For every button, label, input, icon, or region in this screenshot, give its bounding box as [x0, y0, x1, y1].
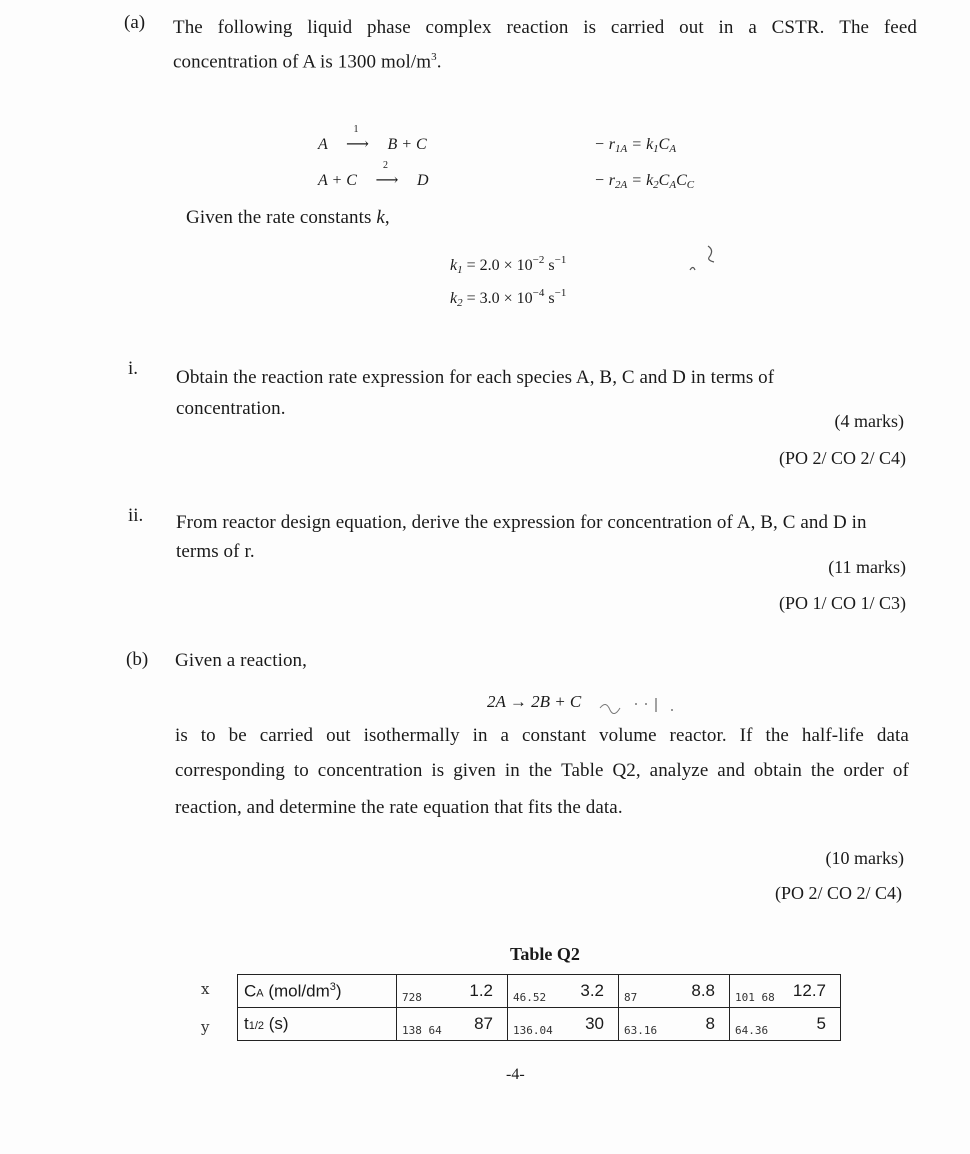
part-b-word: isothermally — [363, 725, 460, 746]
part-b-word: the — [810, 760, 835, 781]
part-a-word: a — [748, 17, 757, 38]
cell-value: 8.8 — [691, 981, 715, 1000]
header-c-unit: (mol/dm — [263, 981, 330, 1001]
header-c-sub: A — [256, 987, 264, 1000]
question-ii-label: ii. — [128, 505, 144, 526]
rate-2-c2-sub: C — [686, 179, 695, 191]
part-b-word: Q2, — [612, 760, 641, 781]
given-post: , — [384, 207, 390, 228]
handwritten-note: 138 64 — [402, 1024, 442, 1037]
reaction-1-lhs: A — [318, 136, 328, 153]
part-b-word: order — [843, 760, 884, 781]
part-b-word: carried — [259, 725, 314, 746]
cell-ca-2 — [508, 975, 619, 1008]
part-a-line2-sup: 3 — [431, 51, 437, 63]
k1-unit-exp: −1 — [554, 254, 567, 266]
table-q2 — [237, 974, 841, 1041]
part-b-text-line-1 — [175, 725, 909, 747]
handwritten-note: 46.52 — [513, 991, 547, 1004]
page-number: -4- — [506, 1066, 525, 1083]
k1-sub: 1 — [457, 264, 463, 276]
part-b-word: to — [200, 725, 216, 746]
part-a-word: carried — [610, 17, 665, 38]
part-b-equation: 2A → 2B + C — [487, 692, 582, 711]
cell-value: 5 — [816, 1014, 826, 1033]
rate-1-k-sub: 1 — [653, 143, 659, 155]
rate-2-c2: C — [676, 172, 687, 189]
question-i-label: i. — [128, 358, 139, 379]
rate-2-k-sub: 2 — [653, 179, 659, 191]
rate-1-lhs-sub: 1A — [615, 143, 628, 155]
cell-t-2 — [508, 1008, 619, 1041]
cell-value: 87 — [474, 1014, 493, 1033]
k2-sub: 2 — [457, 297, 463, 309]
k1-exp: −2 — [532, 254, 545, 266]
rate-1-k: = k — [631, 136, 654, 153]
cell-value: 8 — [705, 1014, 715, 1033]
question-i-po: (PO 2/ CO 2/ C4) — [778, 448, 906, 468]
part-b-word: be — [228, 725, 247, 746]
table-title: Table Q2 — [510, 944, 580, 964]
rate-2 — [594, 172, 694, 191]
part-b-po: (PO 2/ CO 2/ C4) — [774, 883, 902, 903]
part-b-word: Table — [561, 760, 604, 781]
part-b-word: analyze — [649, 760, 709, 781]
part-b-word: obtain — [753, 760, 803, 781]
header-c-end: ) — [335, 981, 342, 1001]
part-a-text-line-1 — [173, 17, 917, 39]
reaction-2-rhs: D — [416, 172, 429, 189]
table-row-half-life — [238, 1008, 841, 1041]
part-b-word: concentration — [317, 760, 423, 781]
reaction-2-lhs: A + C — [318, 172, 357, 189]
cell-value: 3.2 — [580, 981, 604, 1000]
part-b-word: in — [504, 760, 520, 781]
part-a-word: The — [839, 17, 870, 38]
header-c-sup: 3 — [329, 980, 336, 993]
part-b-word: data — [876, 725, 909, 746]
part-b-label: (b) — [126, 649, 149, 670]
k2-symbol: k — [450, 290, 458, 307]
k1-unit: s — [544, 257, 555, 274]
part-b-word: to — [293, 760, 309, 781]
part-a-word: is — [583, 17, 597, 38]
part-a-word: The — [173, 17, 203, 38]
cell-ca-4 — [730, 975, 841, 1008]
k2-mantissa: = 3.0 × 10 — [462, 290, 533, 307]
part-b-word: reactor. — [669, 725, 727, 746]
reaction-1 — [318, 124, 427, 154]
reaction-2 — [318, 160, 429, 190]
part-b-text-line-2 — [175, 760, 909, 782]
pen-scribble-mark — [684, 240, 724, 278]
handwritten-note: 136.04 — [513, 1024, 553, 1037]
cell-value: 12.7 — [792, 981, 826, 1000]
k2-exp: −4 — [532, 287, 545, 299]
part-a-line2-end: . — [436, 51, 442, 73]
part-a-label: (a) — [124, 12, 146, 33]
part-b-word: of — [892, 760, 909, 781]
k1-mantissa: = 2.0 × 10 — [462, 257, 533, 274]
part-b-word: given — [453, 760, 496, 781]
part-a-word: feed — [883, 17, 917, 38]
part-b-word: volume — [599, 725, 657, 746]
handwritten-note: 87 — [624, 991, 638, 1004]
rate-2-c1-sub: A — [669, 179, 677, 191]
part-b-word: constant — [522, 725, 587, 746]
rate-1-lhs: − r — [594, 136, 616, 153]
part-a-word: liquid — [307, 17, 353, 38]
k2-unit: s — [544, 290, 555, 307]
k2-unit-exp: −1 — [554, 287, 567, 299]
question-ii-line-2: terms of r. — [176, 541, 255, 562]
cell-ca-1 — [397, 975, 508, 1008]
rate-2-lhs: − r — [594, 172, 616, 189]
part-b-word: out — [326, 725, 351, 746]
rate-2-lhs-sub: 2A — [615, 179, 628, 191]
ink-smudge-mark — [596, 694, 686, 720]
rate-2-c1: C — [658, 172, 670, 189]
part-a-word: reaction — [506, 17, 569, 38]
part-a-word: complex — [425, 17, 492, 38]
part-a-word: phase — [366, 17, 411, 38]
rate-1-c-sub: A — [669, 143, 677, 155]
header-t: t — [244, 1014, 249, 1033]
part-b-word: half-life — [801, 725, 864, 746]
cell-t-3 — [619, 1008, 730, 1041]
given-text: Given the rate constants — [186, 207, 377, 228]
part-a-word: CSTR. — [771, 17, 825, 38]
part-a-line2-text: concentration of A is 1300 mol/m — [173, 51, 432, 73]
question-i-marks: (4 marks) — [834, 411, 904, 431]
question-ii-line-1: From reactor design equation, derive the expression for concentration of A, B, C and D in — [176, 512, 867, 533]
part-b-word: corresponding — [175, 760, 285, 781]
part-a-text-line-2 — [173, 51, 442, 73]
header-t-sub: 1/2 — [248, 1020, 265, 1032]
cell-value: 1.2 — [469, 981, 493, 1000]
header-concentration — [238, 975, 397, 1008]
reaction-2-k-label: 2 — [382, 160, 388, 171]
part-b-text-line-3: reaction, and determine the rate equation that fits the data. — [175, 797, 623, 818]
cell-t-4 — [730, 1008, 841, 1041]
k2-value — [450, 287, 566, 309]
k1-symbol: k — [450, 257, 458, 274]
header-c: C — [244, 981, 257, 1001]
part-b-word: the — [528, 760, 553, 781]
cell-ca-3 — [619, 975, 730, 1008]
rate-1-c: C — [658, 136, 670, 153]
rate-1 — [594, 136, 676, 155]
question-ii-marks: (11 marks) — [828, 557, 906, 577]
k1-value — [450, 254, 566, 276]
given-rate-constants — [186, 207, 390, 229]
part-b-word: and — [717, 760, 746, 781]
part-b-word: is — [175, 725, 188, 746]
handwritten-note: 728 — [402, 991, 422, 1004]
part-b-intro: Given a reaction, — [175, 650, 308, 671]
reaction-1-rhs: B + C — [387, 136, 427, 153]
part-b-word: is — [431, 760, 445, 781]
question-i-line-1: Obtain the reaction rate expression for each species A, B, C and D in terms of — [176, 367, 775, 388]
reaction-2-arrow: 2 ⟶ — [375, 160, 399, 189]
table-row-concentration — [238, 975, 841, 1008]
part-b-word: the — [765, 725, 789, 746]
part-a-word: in — [718, 17, 734, 38]
margin-y-note: y — [201, 1018, 210, 1036]
cell-t-1 — [397, 1008, 508, 1041]
cell-value: 30 — [585, 1014, 604, 1033]
handwritten-note: 64.36 — [735, 1024, 769, 1037]
margin-x-note: x — [201, 980, 210, 998]
part-a-word: out — [679, 17, 704, 38]
given-k: k — [376, 207, 385, 228]
part-b-word: a — [500, 725, 510, 746]
question-ii-po: (PO 1/ CO 1/ C3) — [778, 593, 906, 613]
part-a-word: following — [217, 17, 293, 38]
header-half-life — [238, 1008, 397, 1041]
reaction-1-arrow: 1 ⟶ — [346, 124, 369, 153]
reaction-1-k-label: 1 — [353, 124, 359, 135]
header-t-end: (s) — [264, 1014, 289, 1033]
question-i-line-2: concentration. — [176, 398, 286, 419]
part-b-word: If — [739, 725, 753, 746]
handwritten-note: 101 68 — [735, 991, 775, 1004]
part-b-word: in — [472, 725, 488, 746]
rate-2-k: = k — [631, 172, 654, 189]
part-b-marks: (10 marks) — [825, 848, 904, 868]
handwritten-note: 63.16 — [624, 1024, 658, 1037]
